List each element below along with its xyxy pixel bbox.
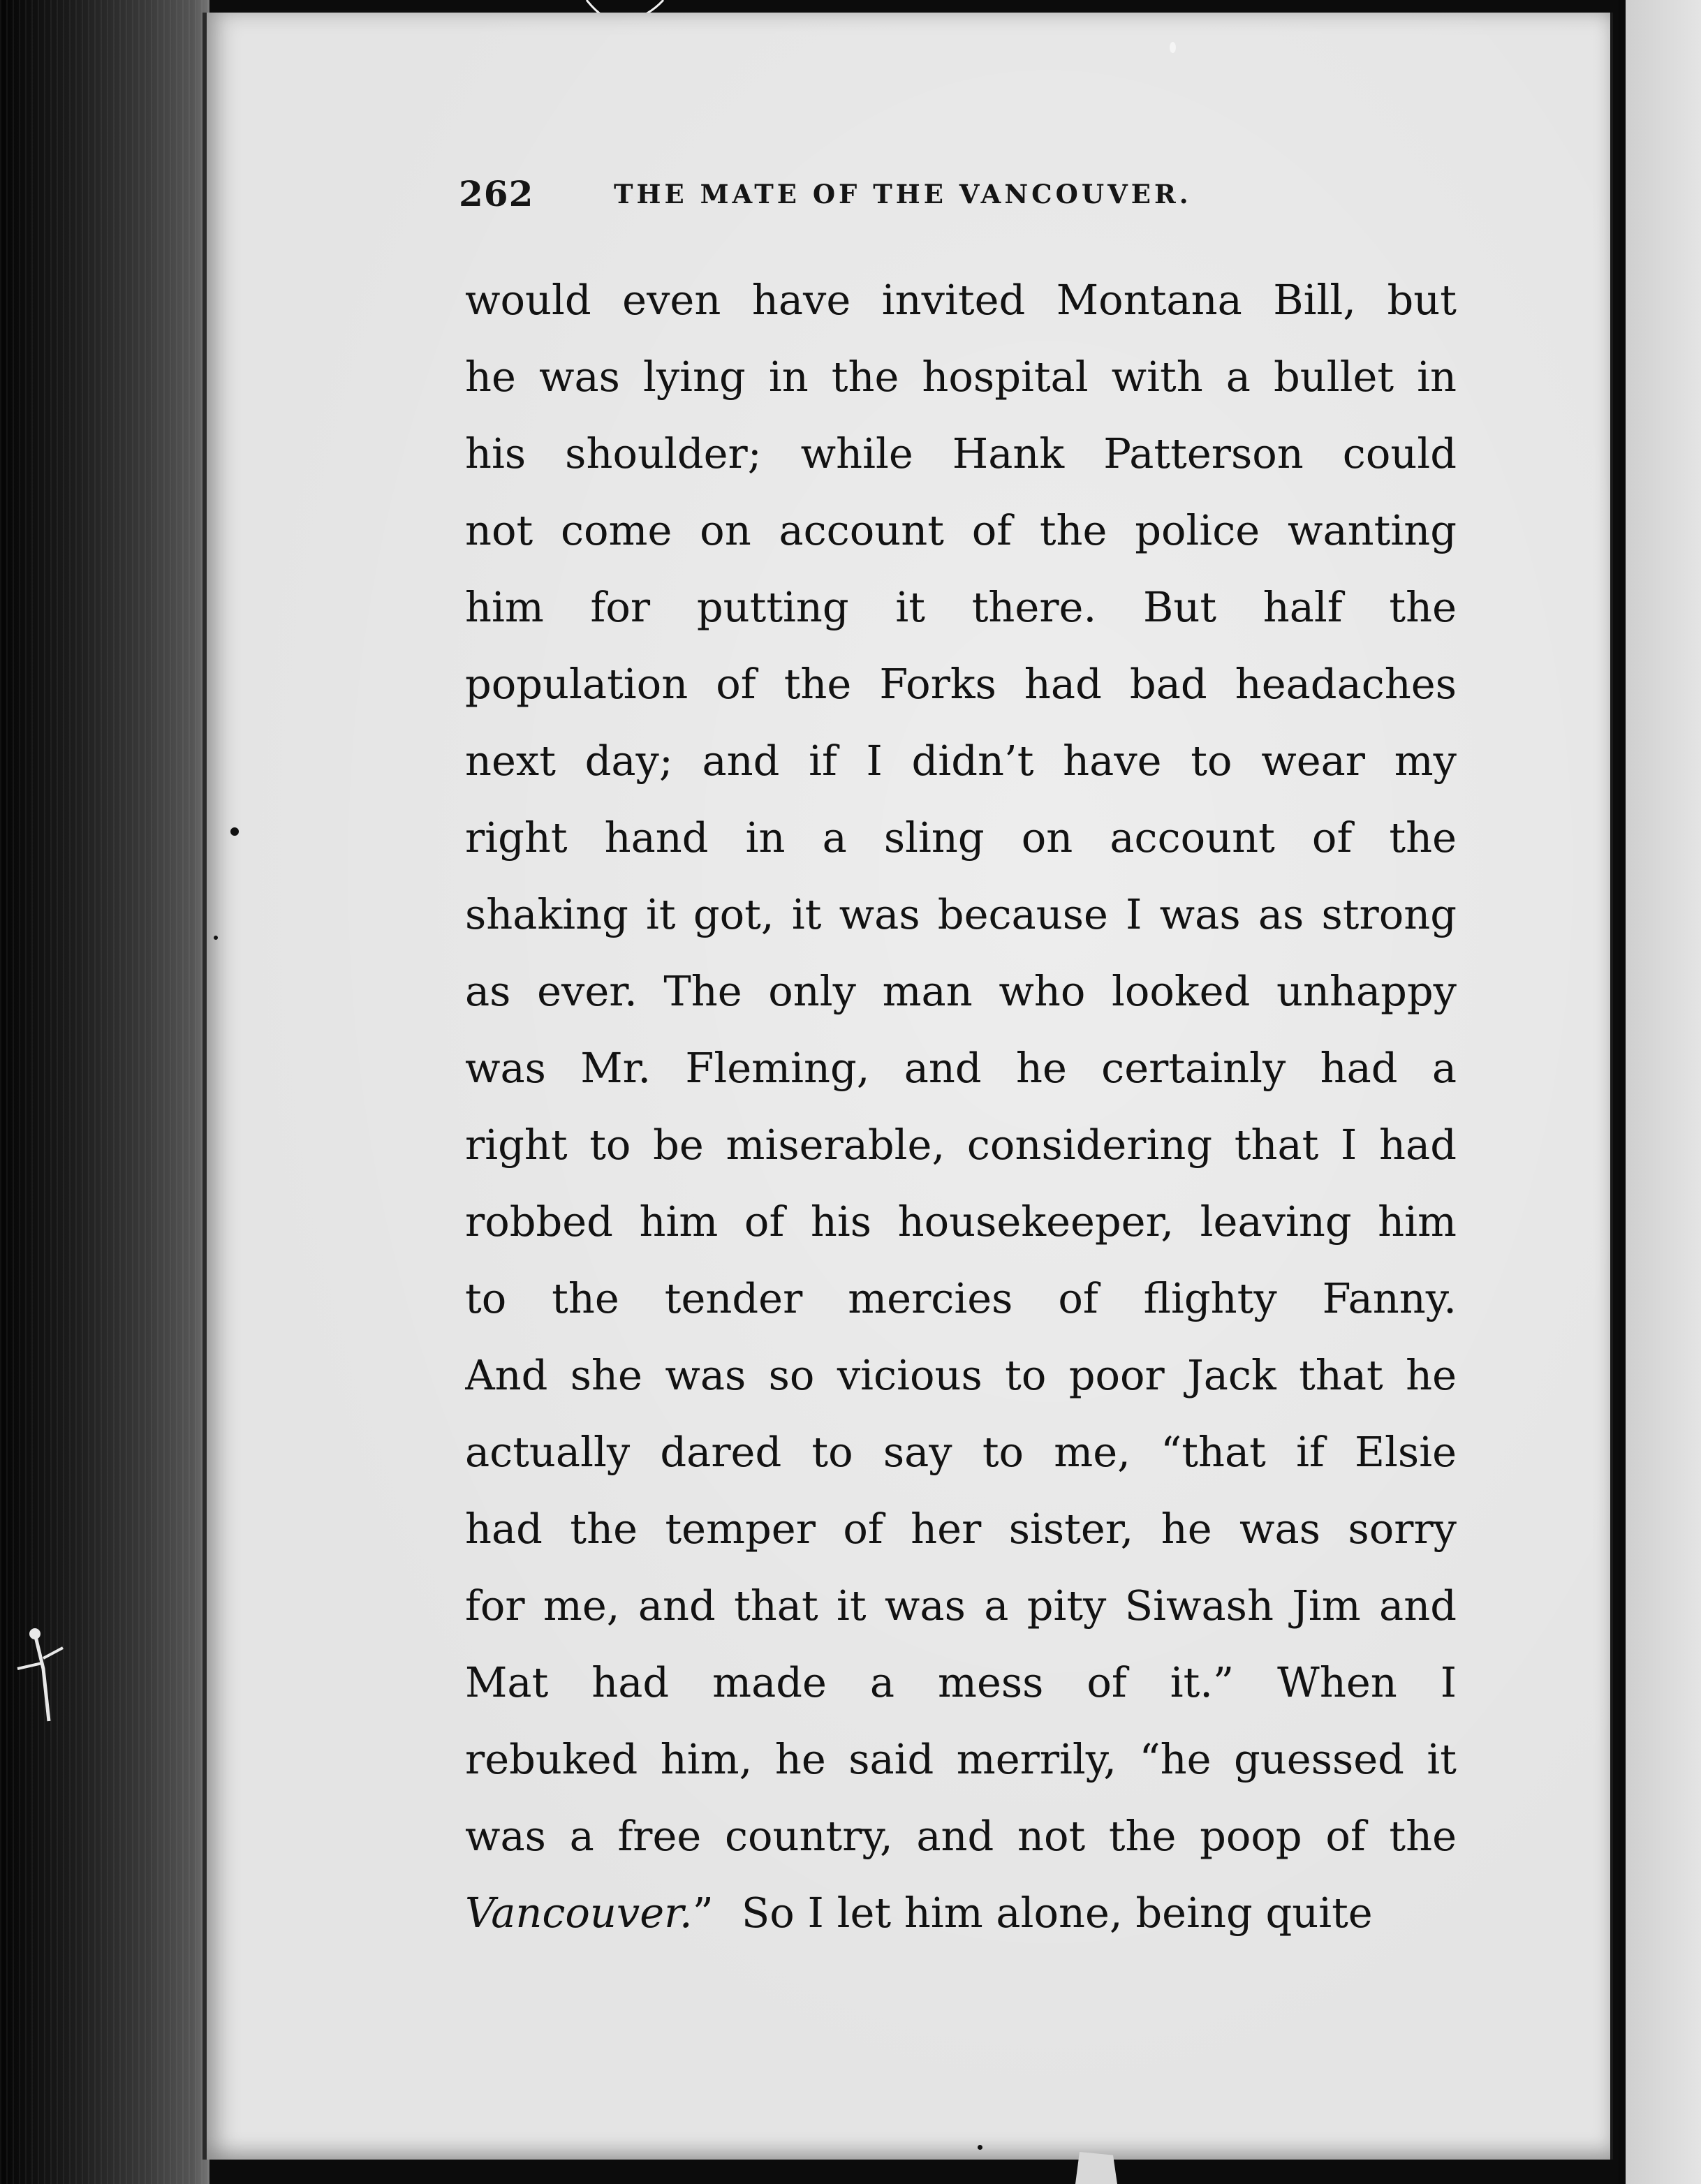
dust-speck [978, 2145, 982, 2150]
next-page-edge [1619, 0, 1701, 2184]
running-head-title: THE MATE OF THE VANCOUVER. [614, 179, 1192, 209]
text-line: actually dared to say to me, “that if Elsie [465, 1428, 1457, 1476]
text-line-last [465, 1875, 1457, 1951]
dust-speck [1170, 42, 1176, 53]
text-line: had the temper of her sister, he was sorry [465, 1505, 1457, 1553]
text-line: next day; and if I didn’t have to wear my [465, 737, 1457, 785]
text-line: Mat had made a mess of it.” When I [465, 1658, 1457, 1706]
text-line: right to be miserable, considering that I had [465, 1121, 1457, 1169]
text-line: for me, and that it was a pity Siwash Jim and [465, 1581, 1457, 1630]
text-line: to the tender mercies of flighty Fanny. [465, 1274, 1457, 1322]
text-line: would even have invited Montana Bill, but [465, 276, 1457, 324]
paper-tab [1075, 2152, 1117, 2184]
text-line: right hand in a sling on account of the [465, 813, 1457, 862]
text-line: was Mr. Fleming, and he certainly had a [465, 1044, 1457, 1092]
text-line: And she was so vicious to poor Jack that he [465, 1351, 1457, 1399]
closing-quote: ” [692, 1889, 714, 1937]
text-line: not come on account of the police wanting [465, 506, 1457, 554]
page-number: 262 [459, 173, 534, 214]
text-line: his shoulder; while Hank Patterson could [465, 429, 1457, 478]
text-line: as ever. The only man who looked unhappy [465, 967, 1457, 1015]
text-line: rebuked him, he said merrily, “he guessed it [465, 1735, 1457, 1783]
book-binding-gutter [0, 0, 209, 2184]
running-head [459, 173, 1436, 222]
dust-speck [230, 827, 239, 836]
italic-ship-name: Vancouver. [465, 1889, 693, 1937]
text-line: was a free country, and not the poop of the [465, 1812, 1457, 1860]
text-line: he was lying in the hospital with a bullet in [465, 353, 1457, 401]
dust-speck [214, 936, 218, 940]
body-text [465, 262, 1457, 1951]
thread-speck-mark [7, 1627, 70, 1725]
text-line: shaking it got, it was because I was as strong [465, 890, 1457, 938]
text-line: him for putting it there. But half the [465, 583, 1457, 631]
last-line-rest: So I let him alone, being quite [741, 1889, 1373, 1937]
text-line: robbed him of his housekeeper, leaving him [465, 1197, 1457, 1246]
text-line: population of the Forks had bad headaches [465, 660, 1457, 708]
